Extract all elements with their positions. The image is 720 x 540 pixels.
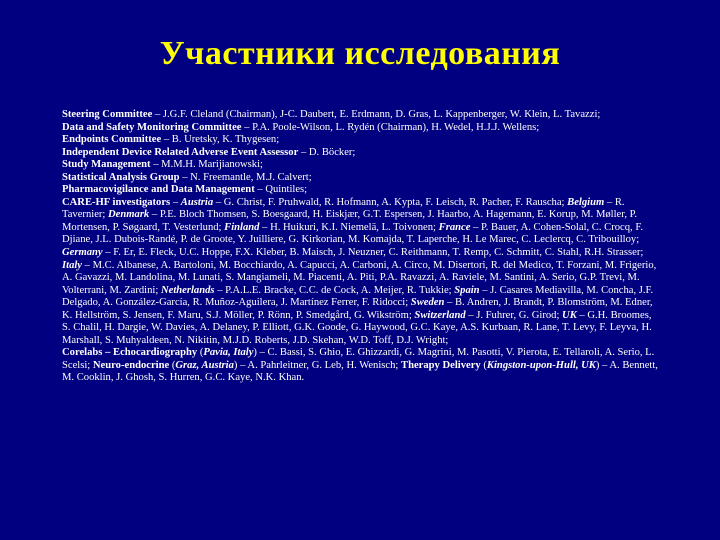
names-text: – J. Fuhrer, G. Girod; (465, 309, 563, 321)
names-text: – M.M.H. Marijianowski; (150, 159, 263, 171)
heading-text: Switzerland (414, 309, 466, 321)
paragraph-corelabs (62, 347, 662, 385)
names-text: – H. Huikuri, K.I. Niemelä, L. Toivonen; (259, 221, 439, 233)
heading-text: Kingston-upon-Hull, UK (486, 359, 596, 371)
names-text: – P.E. Bloch Thomsen, S. Boesgaard, H. Eiskjær, G.T. Espersen, J. Haarbo, A. Hagemann, E. Korup, M. Møller, P. Mortensen, P. Søgaard, T. Vesterlund; (62, 209, 638, 233)
heading-text: Finland (224, 221, 260, 233)
heading-text: Sweden (410, 297, 445, 309)
names-text: – P.A.L.E. Bracke, C.C. de Cock, A. Meijer, R. Tukkie; (214, 284, 455, 296)
heading-text: Austria (180, 196, 214, 208)
names-text: – P.A. Poole-Wilson, L. Rydén (Chairman), H. Wedel, H.J.J. Wellens; (241, 121, 540, 133)
names-text: – D. Böcker; (298, 146, 356, 158)
names-text: – N. Freemantle, M.J. Calvert; (179, 171, 312, 183)
names-text: ) – A. Pahrleitner, G. Leb, H. Wenisch; (233, 359, 401, 371)
names-text: – F. Er, E. Fleck, U.C. Hoppe, F.X. Kleber, B. Maisch, J. Neuzner, C. Reithmann, T. Remp, C. Schmitt, C. Stahl, R.H. Strasser; (102, 247, 644, 259)
heading-text: Independent Device Related Adverse Event Assessor (62, 146, 299, 158)
heading-text: Statistical Analysis Group (62, 171, 180, 183)
paragraph-study-management (62, 159, 662, 172)
heading-text: Endpoints Committee (62, 134, 162, 146)
names-text: – B. Uretsky, K. Thygesen; (161, 134, 280, 146)
heading-text: Neuro-endocrine (92, 359, 170, 371)
names-text: – (170, 196, 181, 208)
heading-text: Data and Safety Monitoring Committee (62, 121, 242, 133)
paragraph-steering-committee (62, 109, 662, 122)
heading-text: Corelabs – Echocardiography (62, 347, 198, 359)
names-text: – R. Tavernier; (62, 196, 625, 221)
paragraph-data-safety-monitoring-committee (62, 122, 662, 135)
paragraph-endpoints-committee (62, 134, 662, 147)
heading-text: Pavia, Italy (203, 347, 254, 359)
heading-text: Italy (62, 259, 83, 271)
paragraph-pharmacovigilance (62, 184, 662, 197)
heading-text: Graz, Austria (175, 359, 234, 371)
heading-text: Pharmacovigilance and Data Management (62, 184, 255, 196)
names-text: ( (197, 347, 204, 359)
heading-text: UK (562, 309, 577, 321)
heading-text: Netherlands (160, 284, 215, 296)
paragraph-care-hf-investigators (62, 197, 662, 348)
names-text: – Quintiles; (254, 184, 308, 196)
names-text: – G. Christ, F. Pruhwald, R. Hofmann, A. Kypta, F. Leisch, R. Pacher, F. Rauscha; (213, 196, 568, 208)
names-text: ) – A. Bennett, M. Cooklin, J. Ghosh, S. Hurren, G.C. Kaye, N.K. Khan. (62, 359, 658, 384)
heading-text: Belgium (567, 196, 605, 208)
slide-title: Участники исследования (159, 35, 561, 72)
participants-list (62, 109, 662, 385)
heading-text: Denmark (108, 209, 150, 221)
heading-text: France (438, 221, 471, 233)
names-text: ) – C. Bassi, S. Ghio, E. Ghizzardi, G. Magrini, M. Pasotti, V. Pierota, E. Tellaroli, A. Serio, L. Scelsi; (62, 347, 655, 371)
names-text: – J.G.F. Cleland (Chairman), J-C. Daubert, E. Erdmann, D. Gras, L. Kappenberger, W. Klein, L. Tavazzi; (152, 109, 601, 120)
paragraph-statistical-analysis-group (62, 172, 662, 185)
heading-text: Germany (62, 247, 103, 259)
names-text: – J. Casares Mediavilla, M. Concha, J.F. Delgado, A. González-García, R. Muñoz-Aguilera, J. Martínez Ferrer, F. Ridocci; (62, 284, 654, 309)
names-text: ( (480, 359, 487, 371)
names-text: – P. Bauer, A. Cohen-Solal, C. Crocq, F. Djiane, J.L. Dubois-Randé, P. de Groote, Y. Juilliere, G. Kirkorian, M. Komajda, T. Laperche, H. Le Marec, C. Leclercq, C. Tribouilloy; (62, 221, 644, 246)
paragraph-independent-device-assessor (62, 147, 662, 160)
heading-text: Study Management (62, 159, 151, 171)
names-text: – M.C. Albanese, A. Bartoloni, M. Bocchiardo, A. Capucci, A. Carboni, A. Circo, M. Disertori, R. del Medico, T. Forzani, M. Frigerio, A. Gavazzi, M. Landolina, M. Lunati, S. Mangiameli, M. Piacenti, A. Piti, P.A. Ravazzi, A. Raviele, M. Santini, A. Serio, G.P. Trevi, M. Volterrani, M. Zardini; (62, 259, 657, 296)
names-text: – G.H. Broomes, S. Chalil, H. Dargie, W. Davies, A. Delaney, P. Elliott, G.K. Goode, G. Haywood, G.C. Kaye, A.S. Kurbaan, R. Lane, T. Levy, F. Leyva, H. Marshall, S. Muhyaldeen, N. Nikitin, M.J.D. Roberts, J.D. Skehan, W.D. Toff, D.J. Wright; (62, 309, 652, 346)
heading-text: Therapy Delivery (401, 359, 481, 371)
names-text: – B. Andren, J. Brandt, P. Blomström, M. Edner, K. Hellström, S. Jensen, F. Maru, S.J. Möller, P. Rönn, P. Smedgård, G. Wikström; (62, 297, 653, 321)
names-text: ( (169, 359, 176, 371)
heading-text: Spain (454, 284, 480, 296)
heading-text: CARE-HF investigators (62, 196, 171, 208)
heading-text: Steering Committee (62, 109, 153, 120)
